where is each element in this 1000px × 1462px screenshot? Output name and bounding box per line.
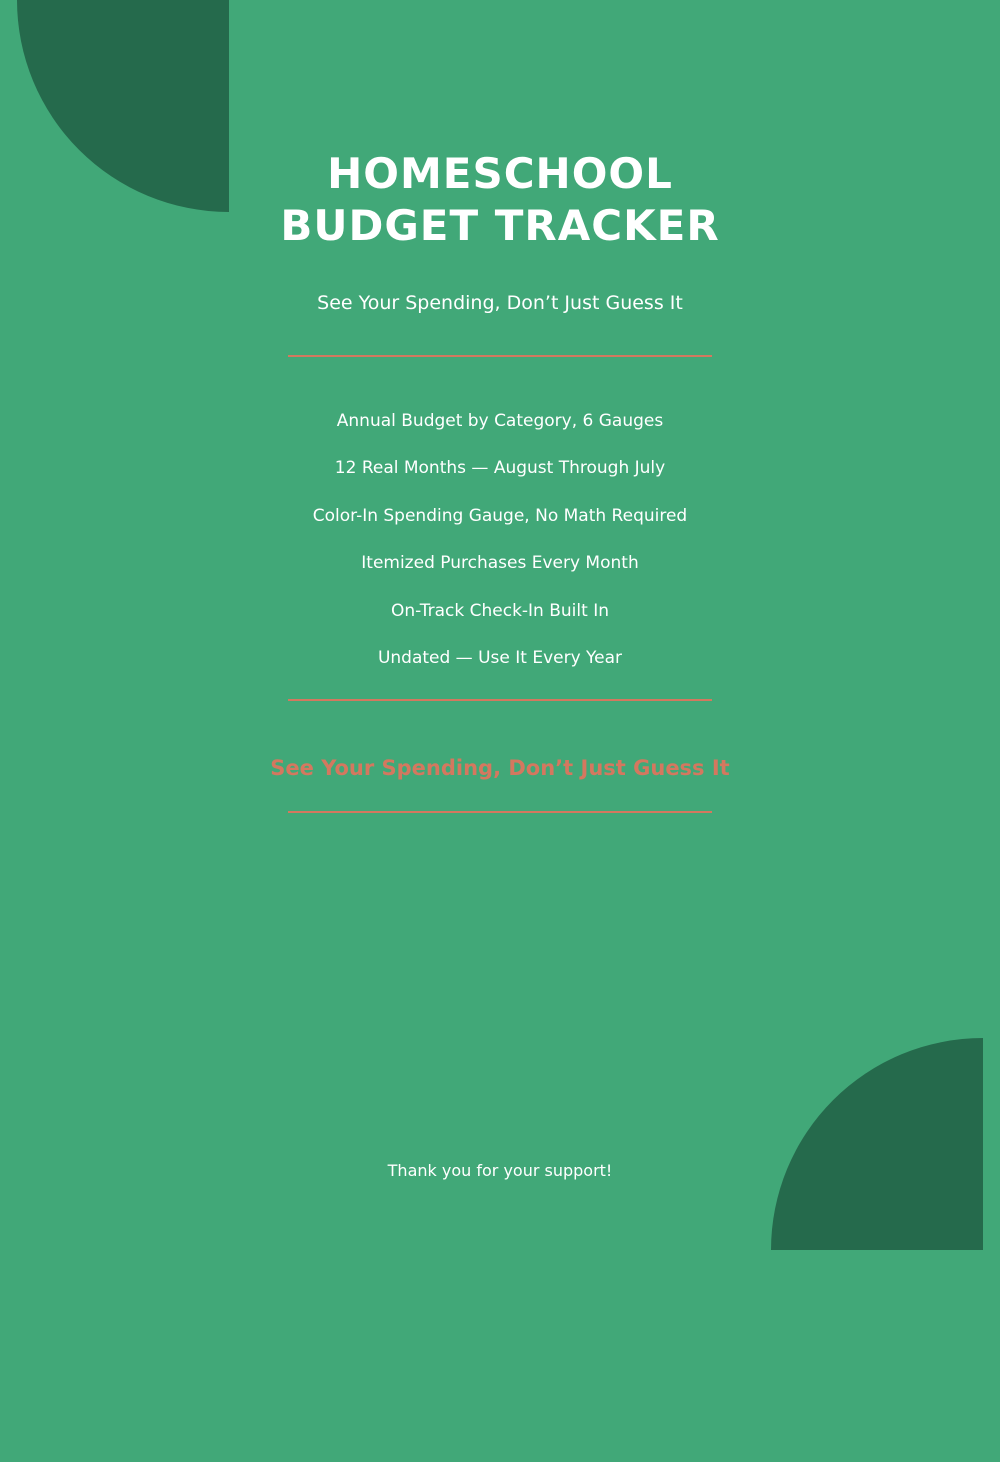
feature-item: On-Track Check-In Built In (391, 600, 609, 621)
thank-you-note: Thank you for your support! (387, 1161, 613, 1180)
divider (288, 355, 712, 357)
corner-decoration-bottom-right (771, 1038, 1000, 1462)
feature-item: Annual Budget by Category, 6 Gauges (336, 411, 664, 431)
title-line: BUDGET TRACKER (280, 201, 720, 250)
title-line: HOMESCHOOL (327, 149, 673, 198)
feature-item: Undated — Use It Every Year (377, 647, 623, 668)
subtitle: See Your Spending, Don’t Just Guess It (317, 292, 683, 314)
divider (288, 699, 712, 701)
tagline: See Your Spending, Don’t Just Guess It (270, 756, 730, 780)
feature-item: Itemized Purchases Every Month (361, 553, 639, 574)
divider (288, 811, 712, 813)
feature-item: Color-In Spending Gauge, No Math Required (312, 505, 688, 526)
feature-item: 12 Real Months — August Through July (334, 458, 666, 479)
feature-list (0, 410, 1000, 694)
page-title (0, 148, 1000, 252)
